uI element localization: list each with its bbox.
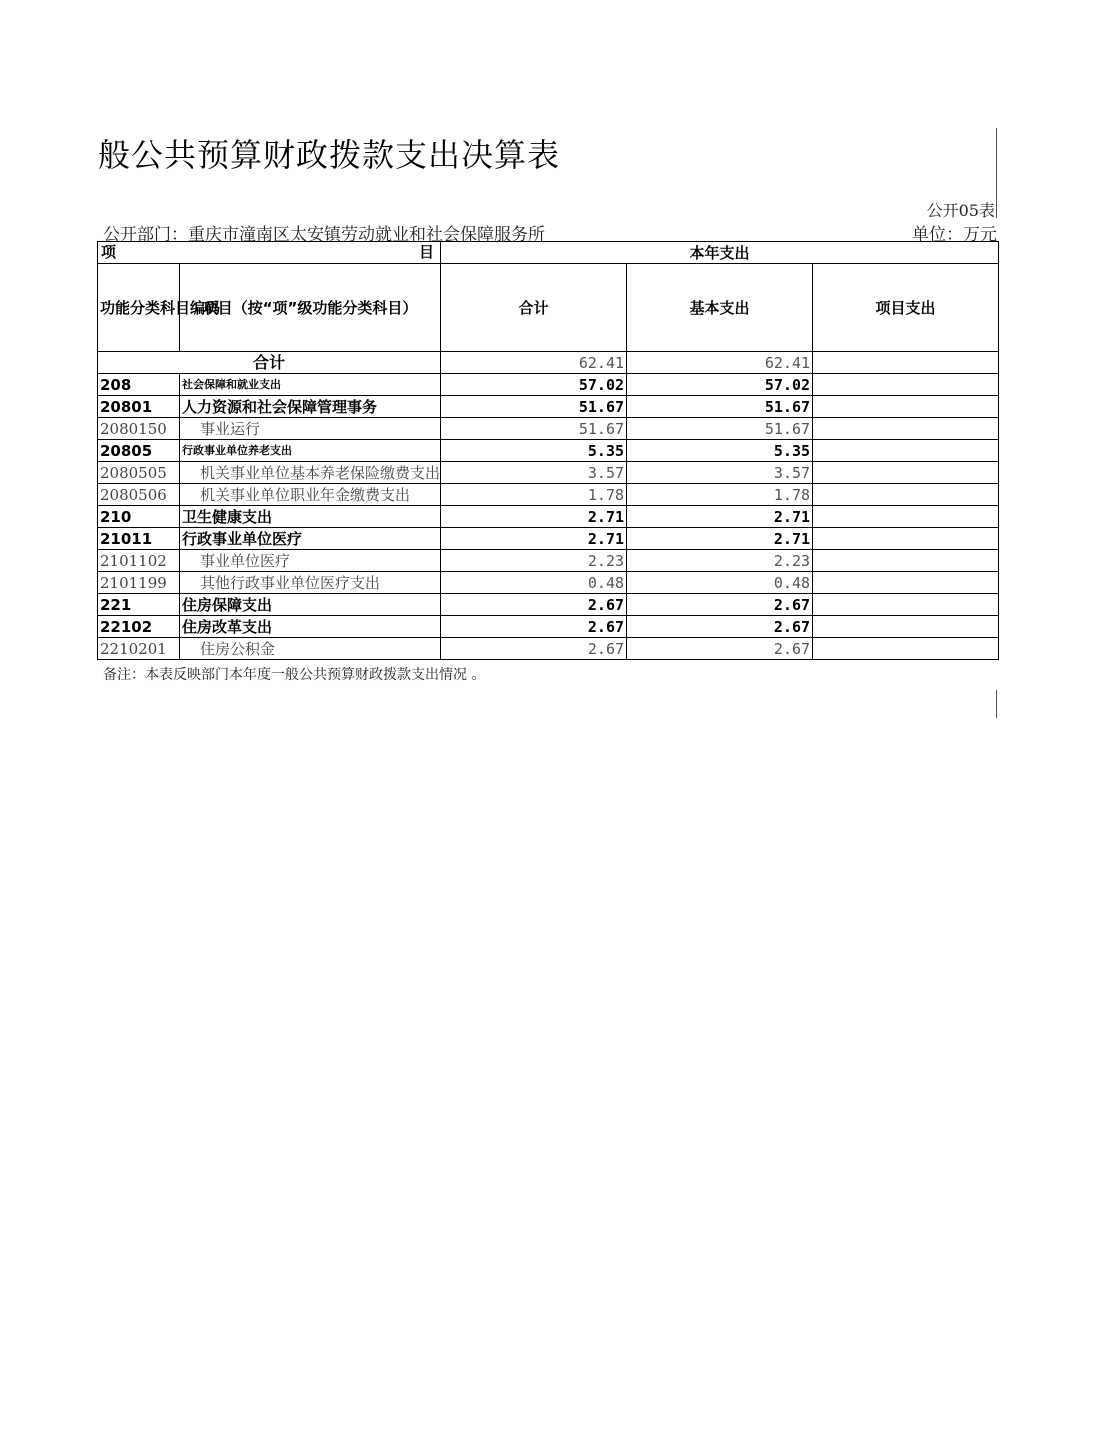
row-basic: 2.71 bbox=[627, 528, 813, 550]
row-total: 51.67 bbox=[441, 396, 627, 418]
row-code: 2101199 bbox=[98, 572, 180, 594]
row-total: 3.57 bbox=[441, 462, 627, 484]
total-project bbox=[813, 352, 999, 374]
row-basic: 2.71 bbox=[627, 506, 813, 528]
row-code: 22102 bbox=[98, 616, 180, 638]
row-total: 2.67 bbox=[441, 638, 627, 660]
page-title: 般公共预算财政拨款支出决算表 bbox=[98, 136, 561, 174]
unit-label: 单位：万元 bbox=[912, 225, 997, 245]
table-row bbox=[98, 374, 999, 396]
row-total: 2.71 bbox=[441, 528, 627, 550]
row-total: 1.78 bbox=[441, 484, 627, 506]
row-name: 住房公积金 bbox=[180, 638, 441, 660]
header-name-col: 项目（按“项”级功能分类科目） bbox=[180, 264, 441, 352]
row-name: 事业单位医疗 bbox=[180, 550, 441, 572]
row-code: 221 bbox=[98, 594, 180, 616]
table-row bbox=[98, 528, 999, 550]
row-code: 20801 bbox=[98, 396, 180, 418]
row-project bbox=[813, 528, 999, 550]
row-project bbox=[813, 616, 999, 638]
row-name: 人力资源和社会保障管理事务 bbox=[180, 396, 441, 418]
row-basic: 2.67 bbox=[627, 638, 813, 660]
row-code: 2080506 bbox=[98, 484, 180, 506]
header-current-year: 本年支出 bbox=[441, 242, 999, 264]
row-code: 2101102 bbox=[98, 550, 180, 572]
table-row bbox=[98, 396, 999, 418]
row-basic: 51.67 bbox=[627, 418, 813, 440]
row-project bbox=[813, 638, 999, 660]
row-project bbox=[813, 440, 999, 462]
table-row bbox=[98, 638, 999, 660]
header-project-col: 项目支出 bbox=[813, 264, 999, 352]
table-row bbox=[98, 462, 999, 484]
row-total: 2.67 bbox=[441, 616, 627, 638]
row-project bbox=[813, 396, 999, 418]
row-name: 机关事业单位基本养老保险缴费支出 bbox=[180, 462, 441, 484]
row-name: 行政事业单位医疗 bbox=[180, 528, 441, 550]
row-code: 208 bbox=[98, 374, 180, 396]
row-total: 2.67 bbox=[441, 594, 627, 616]
row-project bbox=[813, 462, 999, 484]
header-item-cell bbox=[98, 242, 441, 264]
row-basic: 5.35 bbox=[627, 440, 813, 462]
table-row bbox=[98, 418, 999, 440]
table-row bbox=[98, 550, 999, 572]
page-edge-line bbox=[996, 128, 997, 218]
row-name: 住房保障支出 bbox=[180, 594, 441, 616]
row-project bbox=[813, 484, 999, 506]
row-total: 0.48 bbox=[441, 572, 627, 594]
form-number: 公开05表 bbox=[926, 201, 995, 220]
row-basic: 2.67 bbox=[627, 594, 813, 616]
row-name: 事业运行 bbox=[180, 418, 441, 440]
header-item-right: 目 bbox=[419, 243, 435, 261]
header-row-2 bbox=[98, 264, 999, 352]
row-project bbox=[813, 374, 999, 396]
row-code: 20805 bbox=[98, 440, 180, 462]
row-name: 卫生健康支出 bbox=[180, 506, 441, 528]
table-row bbox=[98, 594, 999, 616]
row-basic: 2.23 bbox=[627, 550, 813, 572]
expenditure-table bbox=[97, 241, 999, 660]
table-row bbox=[98, 616, 999, 638]
row-name: 社会保障和就业支出 bbox=[180, 374, 441, 396]
row-basic: 3.57 bbox=[627, 462, 813, 484]
department-label: 公开部门：重庆市潼南区太安镇劳动就业和社会保障服务所 bbox=[103, 225, 545, 245]
total-label: 合计 bbox=[98, 352, 441, 374]
page-edge-line-bottom bbox=[996, 690, 997, 718]
header-item-left: 项 bbox=[101, 243, 117, 261]
row-total: 2.71 bbox=[441, 506, 627, 528]
row-basic: 57.02 bbox=[627, 374, 813, 396]
row-project bbox=[813, 550, 999, 572]
header-basic-col: 基本支出 bbox=[627, 264, 813, 352]
table-row bbox=[98, 484, 999, 506]
row-basic: 51.67 bbox=[627, 396, 813, 418]
footnote: 备注：本表反映部门本年度一般公共预算财政拨款支出情况 。 bbox=[103, 667, 486, 683]
header-row-1 bbox=[98, 242, 999, 264]
row-code: 2210201 bbox=[98, 638, 180, 660]
row-project bbox=[813, 594, 999, 616]
header-total-col: 合计 bbox=[441, 264, 627, 352]
row-code: 2080150 bbox=[98, 418, 180, 440]
row-total: 51.67 bbox=[441, 418, 627, 440]
total-basic: 62.41 bbox=[627, 352, 813, 374]
row-name: 其他行政事业单位医疗支出 bbox=[180, 572, 441, 594]
total-row bbox=[98, 352, 999, 374]
table-body bbox=[98, 242, 999, 660]
row-name: 机关事业单位职业年金缴费支出 bbox=[180, 484, 441, 506]
row-basic: 1.78 bbox=[627, 484, 813, 506]
total-amount: 62.41 bbox=[441, 352, 627, 374]
row-basic: 0.48 bbox=[627, 572, 813, 594]
row-project bbox=[813, 506, 999, 528]
row-name: 行政事业单位养老支出 bbox=[180, 440, 441, 462]
row-project bbox=[813, 572, 999, 594]
row-project bbox=[813, 418, 999, 440]
row-total: 5.35 bbox=[441, 440, 627, 462]
row-code: 210 bbox=[98, 506, 180, 528]
row-basic: 2.67 bbox=[627, 616, 813, 638]
table-row bbox=[98, 440, 999, 462]
row-code: 2080505 bbox=[98, 462, 180, 484]
row-total: 57.02 bbox=[441, 374, 627, 396]
row-code: 21011 bbox=[98, 528, 180, 550]
header-code-col: 功能分类科目编码 bbox=[98, 264, 180, 352]
row-total: 2.23 bbox=[441, 550, 627, 572]
table-row bbox=[98, 506, 999, 528]
table-row bbox=[98, 572, 999, 594]
row-name: 住房改革支出 bbox=[180, 616, 441, 638]
